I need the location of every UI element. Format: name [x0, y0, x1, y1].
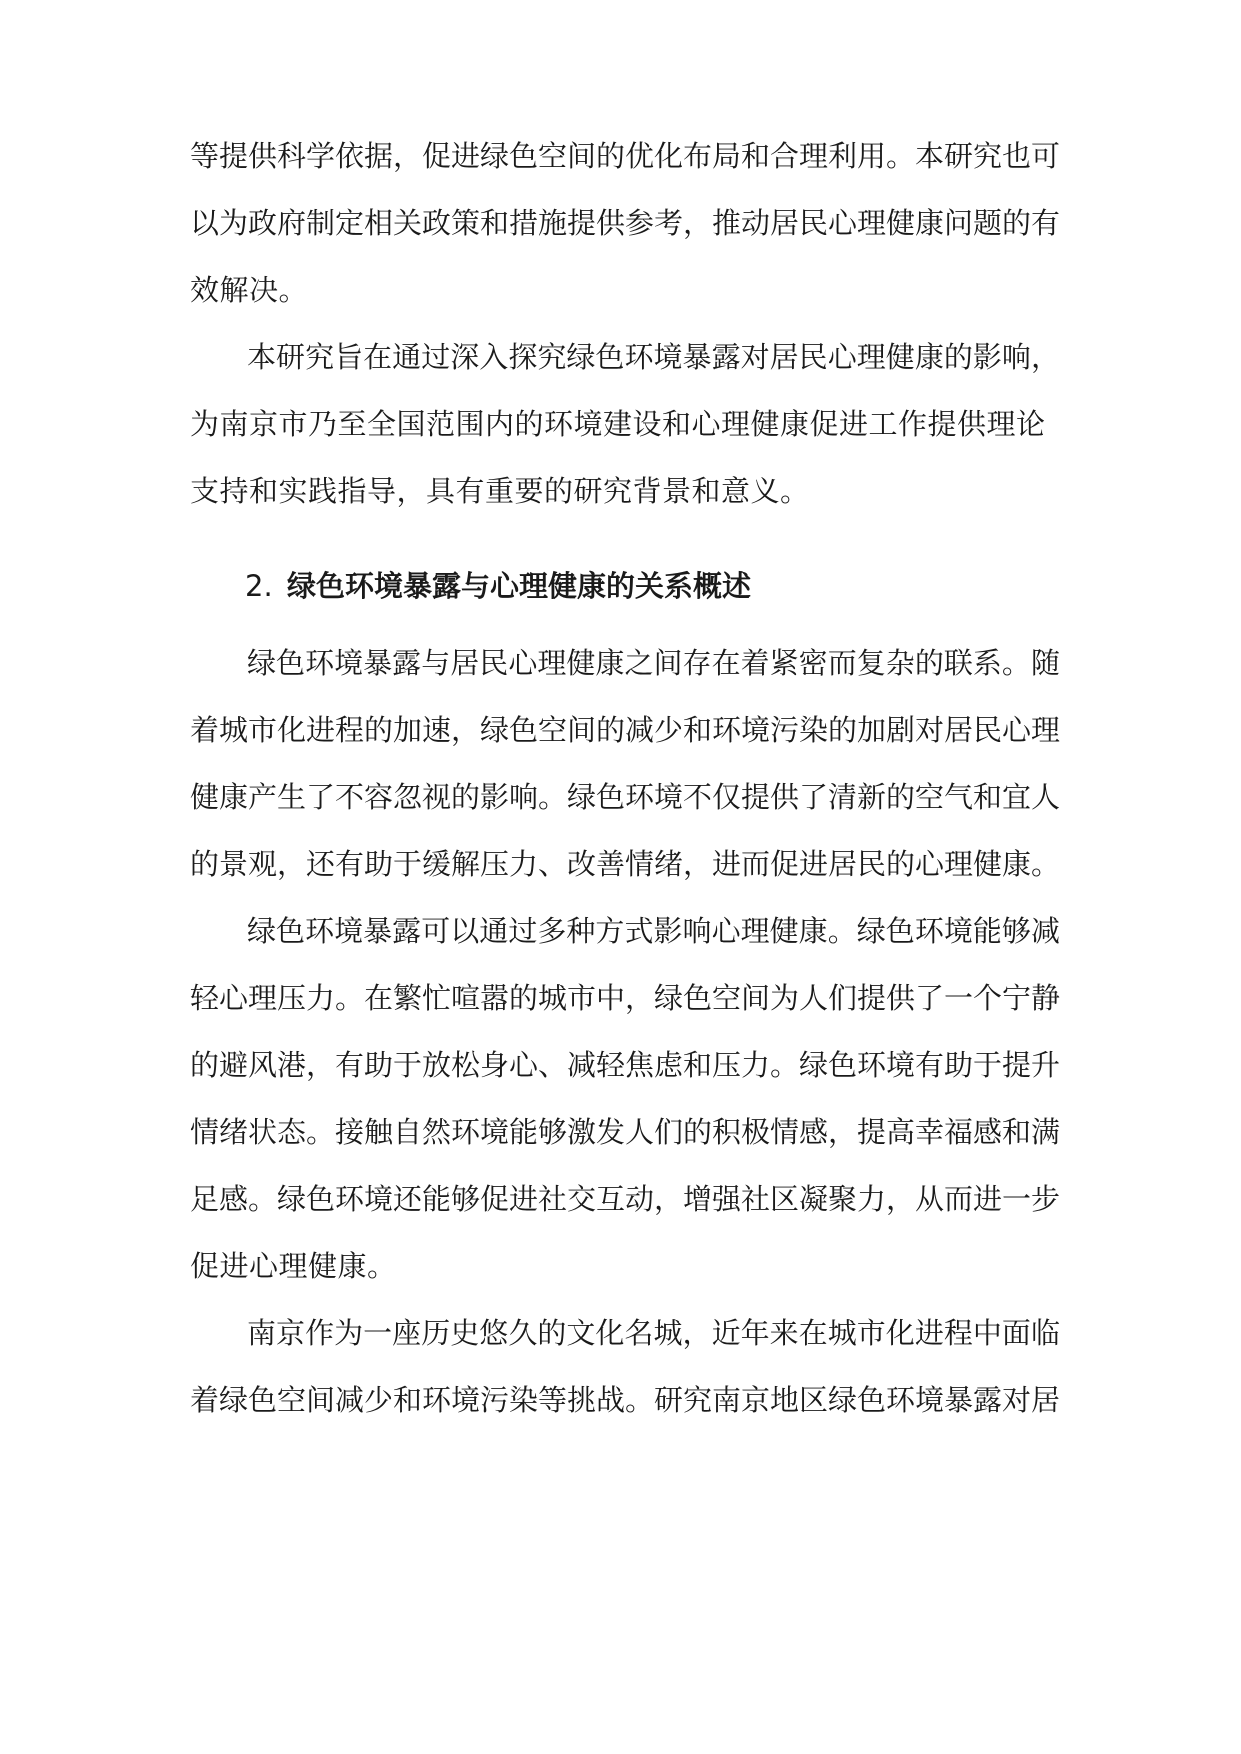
paragraph-1-line-2: 以为政府制定相关政策和措施提供参考，推动居民心理健康问题的有: [190, 206, 1061, 240]
section-heading-title: 绿色环境暴露与心理健康的关系概述: [287, 569, 752, 603]
section-heading: [245, 566, 751, 606]
paragraph-4-line-3: 的避风港，有助于放松身心、减轻焦虑和压力。绿色环境有助于提升: [190, 1048, 1061, 1082]
paragraph-3-line-1: 绿色环境暴露与居民心理健康之间存在着紧密而复杂的联系。随: [247, 646, 1061, 680]
paragraph-4-line-2: 轻心理压力。在繁忙喧嚣的城市中，绿色空间为人们提供了一个宁静: [190, 981, 1061, 1015]
paragraph-4-line-1: 绿色环境暴露可以通过多种方式影响心理健康。绿色环境能够减: [247, 914, 1061, 948]
paragraph-4-line-4: 情绪状态。接触自然环境能够激发人们的积极情感，提高幸福感和满: [190, 1115, 1061, 1149]
paragraph-5-line-1: 南京作为一座历史悠久的文化名城，近年来在城市化进程中面临: [247, 1316, 1061, 1350]
section-heading-number: 2.: [245, 569, 273, 603]
paragraph-2-line-1: 本研究旨在通过深入探究绿色环境暴露对居民心理健康的影响，: [247, 340, 1061, 374]
paragraph-1-line-3: 效解决。: [190, 273, 309, 307]
paragraph-5-line-2: 着绿色空间减少和环境污染等挑战。研究南京地区绿色环境暴露对居: [190, 1383, 1061, 1417]
paragraph-3-line-3: 健康产生了不容忽视的影响。绿色环境不仅提供了清新的空气和宜人: [190, 780, 1061, 814]
paragraph-3-line-2: 着城市化进程的加速，绿色空间的减少和环境污染的加剧对居民心理: [190, 713, 1061, 747]
paragraph-4-line-6: 促进心理健康。: [190, 1249, 397, 1283]
paragraph-2-line-2: 为南京市乃至全国范围内的环境建设和心理健康促进工作提供理论: [190, 407, 1046, 441]
paragraph-2-line-3: 支持和实践指导，具有重要的研究背景和意义。: [190, 474, 810, 508]
paragraph-4-line-5: 足感。绿色环境还能够促进社交互动，增强社区凝聚力，从而进一步: [190, 1182, 1061, 1216]
paragraph-3-line-4: 的景观，还有助于缓解压力、改善情绪，进而促进居民的心理健康。: [190, 847, 1061, 881]
paragraph-1-line-1: 等提供科学依据，促进绿色空间的优化布局和合理利用。本研究也可: [190, 139, 1061, 173]
